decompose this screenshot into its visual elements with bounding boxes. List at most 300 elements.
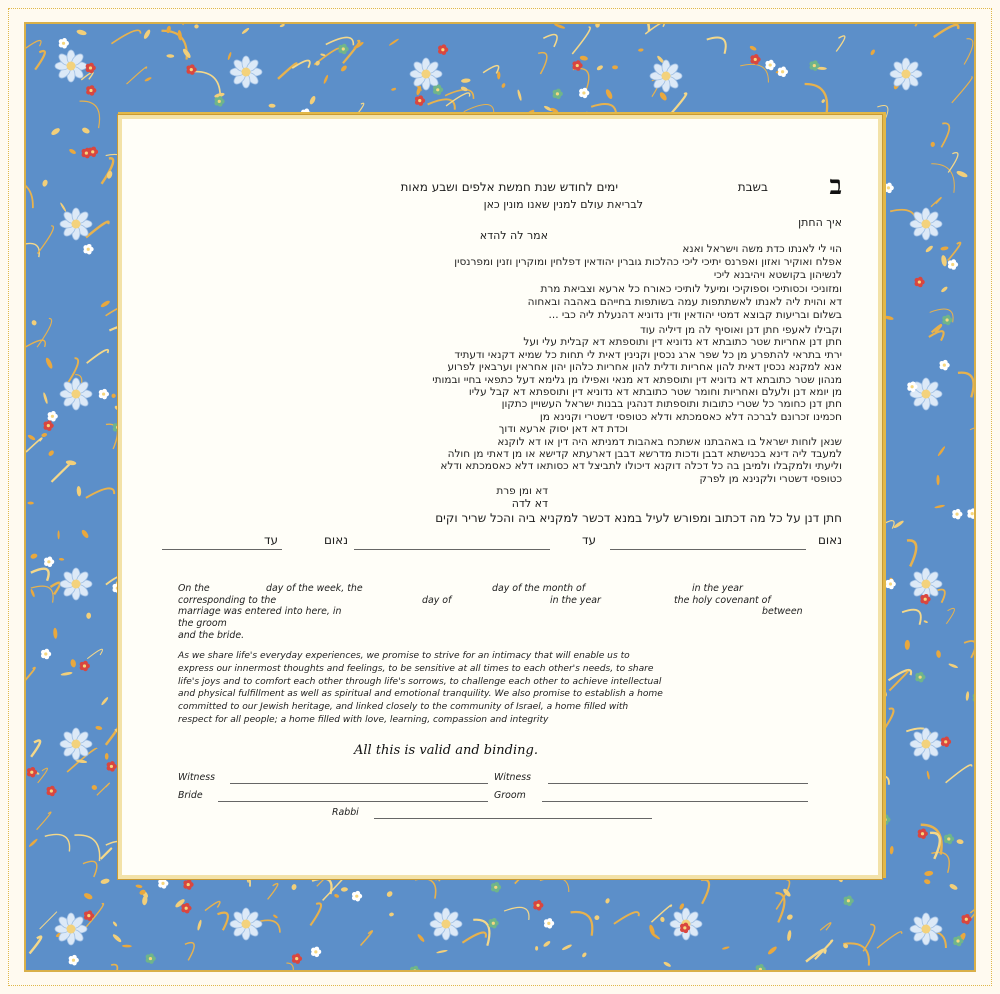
- hebrew-row1-right: בשבת: [737, 180, 768, 194]
- leaf-icon: [658, 91, 668, 102]
- blossom-center: [149, 957, 152, 960]
- vine-stroke: [571, 912, 593, 936]
- leaf-icon: [47, 449, 54, 457]
- blossom-center: [781, 70, 784, 73]
- english-form-text: and the bride.: [178, 629, 245, 641]
- leaf-icon: [28, 838, 38, 848]
- leaf-icon: [91, 784, 98, 790]
- english-form-text: day of: [422, 594, 452, 606]
- leaf-icon: [596, 64, 604, 71]
- vine-stroke: [97, 783, 110, 795]
- leaf-icon: [956, 839, 964, 845]
- blossom-center: [51, 415, 54, 418]
- witness-1-label: Witness: [178, 772, 216, 783]
- blossom-center: [187, 883, 190, 886]
- vine-stroke: [970, 425, 976, 435]
- hebrew-row2: לבריאת עולם למנין שאנו מונין כאן: [483, 198, 643, 211]
- leaf-icon: [937, 446, 946, 457]
- blossom-center: [556, 92, 559, 95]
- leaf-icon: [940, 286, 948, 293]
- vine-stroke: [268, 884, 278, 900]
- hebrew-line: אנא למקנא נכסין דאית להון אחריות ודלית להון אחריות כלהון יהון אחראין וערבאין לפרוע: [447, 361, 842, 374]
- leaf-icon: [106, 170, 113, 179]
- leaf-icon: [60, 671, 72, 676]
- leaf-icon: [386, 890, 394, 898]
- hebrew-line: דא ומן פרת: [496, 485, 548, 498]
- blossom-center: [769, 63, 772, 66]
- leaf-icon: [949, 883, 959, 891]
- vine-stroke: [929, 331, 944, 340]
- english-vow-line: life's joys and to comfort each other through life's sorrows, to challenge each other to achieve intellectual: [178, 676, 662, 687]
- blossom-center: [72, 959, 75, 962]
- leaf-icon: [166, 54, 174, 58]
- leaf-icon: [767, 945, 778, 955]
- blossom-center: [30, 771, 33, 774]
- blossom-center: [83, 664, 86, 667]
- vine-stroke: [572, 27, 590, 54]
- vine-stroke: [217, 913, 227, 931]
- blossom-icon: [413, 971, 418, 972]
- vine-stroke: [185, 943, 194, 961]
- blossom-center: [89, 66, 92, 69]
- leaf-icon: [268, 104, 275, 108]
- blossom-center: [50, 789, 53, 792]
- vine-stroke: [161, 31, 186, 60]
- hebrew-witness-1-label: נאום: [817, 533, 842, 547]
- blossom-center: [110, 765, 113, 768]
- blossom-center: [759, 968, 762, 971]
- blossom-center: [919, 676, 922, 679]
- hebrew-witness-2-ed-line: [162, 549, 282, 550]
- blossom-center: [943, 364, 946, 367]
- flower-center: [922, 740, 931, 749]
- bet-letter: ב: [829, 171, 842, 201]
- leaf-icon: [81, 126, 90, 134]
- blossom-center: [314, 950, 317, 953]
- vine-stroke: [80, 101, 100, 128]
- blossom-center: [161, 882, 164, 885]
- leaf-icon: [334, 893, 340, 898]
- leaf-icon: [461, 78, 471, 83]
- vine-stroke: [614, 912, 639, 924]
- blossom-center: [965, 918, 968, 921]
- blossom-icon: [410, 970, 415, 972]
- leaf-icon: [100, 696, 109, 706]
- flower-center: [72, 220, 81, 229]
- vine-stroke: [941, 123, 949, 147]
- english-form-text: On the: [178, 583, 210, 594]
- leaf-icon: [70, 659, 77, 668]
- vine-stroke: [109, 965, 118, 972]
- vine-stroke: [37, 318, 52, 347]
- hebrew-line: כטופסי דשטרי ולקנינא מן לפרק: [699, 472, 842, 485]
- witness-2-label: Witness: [494, 772, 532, 783]
- leaf-icon: [227, 52, 232, 61]
- leaf-icon: [112, 933, 123, 943]
- leaf-icon: [821, 99, 826, 104]
- hebrew-line: אפלח ואוקיר ואזון ואפרנס יתיכי ליכי כהלכות גוברין יהודאין דפלחין ומוקרין וזנין ומפרנסין: [454, 256, 842, 269]
- blossom-center: [436, 88, 439, 91]
- leaf-icon: [30, 588, 36, 597]
- leaf-icon: [663, 961, 672, 968]
- leaf-icon: [554, 24, 566, 30]
- hebrew-line: מנהון שטר כתובתא דא נדוניא דין ותוספתא דא מנאי ואפילו מן גלימא דעל כתפאי בחיי ובמותי: [432, 373, 842, 386]
- hebrew-line: שנאן לוחות ישראל בו באהבתנו אשתכח באהבות דמניתא היה דין או דא לוקנא: [497, 435, 842, 448]
- blossom-center: [955, 513, 958, 516]
- hebrew-line: למעבד ליה דינא בכנישתא דבבן ודכות מדרשא דבבן דארעתא קדישא או מן דאתי מן חולה: [447, 448, 842, 460]
- hebrew-line: חתן דנן אחריות שטר כתובתא דא נדוניא דין ותוספתא דא קבלית עלי ועל: [523, 336, 842, 349]
- vine-stroke: [285, 963, 293, 972]
- vine-stroke: [310, 903, 321, 925]
- vine-stroke: [836, 36, 845, 52]
- witness-1-line[interactable]: [230, 783, 488, 784]
- flower-center: [662, 72, 671, 81]
- vine-stroke: [428, 99, 455, 109]
- leaf-icon: [893, 520, 905, 530]
- vine-stroke: [543, 35, 557, 47]
- leaf-icon: [194, 24, 199, 28]
- leaf-icon: [595, 24, 600, 28]
- vine-stroke: [126, 67, 146, 84]
- vine-stroke: [45, 834, 70, 851]
- leaf-icon: [309, 95, 317, 105]
- vine-stroke: [948, 153, 958, 173]
- hebrew-row1-left: ימים לחודש שנת חמשת אלפים ושבע מאות: [400, 180, 618, 194]
- vine-stroke: [38, 768, 48, 783]
- flower-center: [922, 220, 931, 229]
- vine-stroke: [504, 907, 529, 920]
- vine-stroke: [26, 41, 41, 51]
- valid-and-binding: All this is valid and binding.: [354, 743, 538, 758]
- hebrew-line: הוי לי לאנתו כדת משה וישראל ואנא: [682, 243, 842, 255]
- vine-stroke: [952, 77, 972, 103]
- hebrew-witness-2-ed: עד: [263, 533, 278, 547]
- vine-stroke: [31, 740, 40, 756]
- leaf-icon: [923, 878, 931, 884]
- vine-stroke: [37, 226, 53, 254]
- vine-stroke: [707, 37, 726, 53]
- leaf-icon: [30, 553, 38, 560]
- hebrew-line: ירתי בתראי להתפרע מן כל שפר ארג נכסין וקנינין דאית לי תחות כל שמיא דקנאי ודעתיד: [454, 348, 842, 361]
- vine-stroke: [52, 462, 72, 481]
- blossom-center: [190, 68, 193, 71]
- hebrew-witness-1-ed: עד: [581, 533, 596, 547]
- blossom-center: [547, 922, 550, 925]
- hebrew-line: וקבילו לאעפי חתן דנן ואוסיף לה מן דיליה עוד: [639, 324, 842, 336]
- vine-stroke: [820, 923, 831, 931]
- hebrew-line: ומזוניכי וכסותיכי וספוקיכי ומיעל לותיכי כאורח כל ארעא וצביאת מרת: [540, 282, 842, 295]
- blossom-center: [494, 886, 497, 889]
- vine-stroke: [931, 198, 941, 207]
- leaf-icon: [53, 628, 58, 639]
- leaf-icon: [111, 393, 117, 399]
- blossom-center: [945, 318, 948, 321]
- english-vow-line: committed to our Jewish heritage, and linked closely to the community of Israel, a home filled with: [178, 702, 629, 713]
- leaf-icon: [517, 89, 523, 101]
- hebrew-line: בשלום ובריעות קבוצא דמטי יהודאין ודין נדוניא דהנעלת ליה כבי ...: [548, 309, 842, 321]
- english-form-text: the holy covenant of: [674, 594, 771, 606]
- vine-stroke: [87, 649, 102, 659]
- blossom-center: [218, 100, 221, 103]
- leaf-icon: [57, 530, 59, 539]
- vine-stroke: [26, 438, 42, 452]
- vine-stroke: [934, 25, 959, 37]
- leaf-icon: [241, 27, 250, 35]
- bride-label: Bride: [178, 790, 203, 801]
- blossom-icon: [759, 970, 764, 972]
- flower-center: [242, 920, 251, 929]
- leaf-icon: [460, 86, 468, 92]
- vine-stroke: [361, 931, 373, 946]
- english-vow-line: As we share life's everyday experiences, we promise to strive for an intimacy that will enable us to: [178, 651, 630, 661]
- hebrew-line: חתן דנן כחומר כל שטרי כתובות ותוספתות דנהגין בבנות ישראל העשויין כתקון: [501, 398, 842, 411]
- leaf-icon: [41, 432, 48, 437]
- blossom-icon: [973, 694, 976, 699]
- leaf-icon: [143, 29, 152, 40]
- flower-center: [242, 68, 251, 77]
- hebrew-line: מן יומא דנן ולעלם ואחריות וחומר שטר כתובתא דא נדוניא דין ותוספתא דא קבל עליו: [468, 386, 842, 398]
- leaf-icon: [940, 246, 949, 251]
- vine-stroke: [946, 765, 972, 783]
- leaf-icon: [27, 434, 36, 441]
- english-form-text: corresponding to the: [178, 594, 277, 606]
- vine-stroke: [964, 39, 973, 65]
- vine-stroke: [540, 878, 569, 892]
- blossom-center: [355, 895, 358, 898]
- leaf-icon: [605, 898, 611, 905]
- leaf-icon: [542, 940, 551, 948]
- vine-stroke: [40, 912, 57, 929]
- vine-stroke: [415, 879, 436, 899]
- leaf-icon: [936, 650, 942, 658]
- flower-center: [922, 580, 931, 589]
- leaf-icon: [50, 127, 61, 137]
- blossom-center: [492, 922, 495, 925]
- vine-stroke: [964, 641, 975, 658]
- blossom-center: [441, 48, 444, 51]
- blossom-center: [44, 652, 47, 655]
- blossom-center: [889, 582, 892, 585]
- vine-stroke: [538, 53, 547, 74]
- vine-stroke: [31, 569, 49, 581]
- blossom-center: [924, 598, 927, 601]
- hebrew-row3-left: אמר לה להדא: [479, 229, 548, 242]
- leaf-icon: [135, 884, 142, 888]
- leaf-icon: [889, 846, 894, 855]
- leaf-icon: [612, 65, 618, 69]
- leaf-icon: [926, 771, 930, 780]
- vine-stroke: [930, 833, 940, 859]
- vine-stroke: [740, 64, 768, 82]
- vine-stroke: [35, 51, 45, 70]
- blossom-center: [87, 914, 90, 917]
- english-vow-line: and physical fulfillment as well as spiritual and emotional tranquility. We also promise to establish a home: [178, 689, 663, 700]
- leaf-icon: [340, 64, 348, 72]
- leaf-icon: [965, 691, 969, 701]
- leaf-icon: [42, 179, 49, 187]
- leaf-icon: [722, 946, 730, 950]
- vine-stroke: [26, 243, 39, 257]
- blossom-center: [911, 385, 914, 388]
- leaf-icon: [417, 933, 426, 943]
- leaf-icon: [105, 753, 109, 760]
- blossom-center: [683, 926, 686, 929]
- blossom-center: [102, 392, 105, 395]
- leaf-icon: [341, 887, 348, 892]
- vine-stroke: [26, 340, 45, 348]
- blossom-center: [951, 263, 954, 266]
- flower-center: [922, 390, 931, 399]
- vine-stroke: [877, 932, 902, 949]
- flower-center: [72, 740, 81, 749]
- leaf-icon: [391, 87, 397, 91]
- vine-stroke: [26, 180, 33, 208]
- leaf-icon: [86, 612, 91, 619]
- flower-center: [67, 925, 76, 934]
- blossom-center: [947, 837, 950, 840]
- vine-stroke: [958, 373, 974, 398]
- blossom-center: [918, 280, 921, 283]
- blossom-center: [87, 248, 90, 251]
- flower-center: [72, 390, 81, 399]
- leaf-icon: [197, 919, 203, 930]
- hebrew-witness-1-line: [610, 549, 806, 550]
- blossom-center: [847, 899, 850, 902]
- english-form-text: the groom: [178, 618, 227, 629]
- flower-center: [442, 920, 451, 929]
- blossom-icon: [973, 697, 976, 702]
- leaf-icon: [936, 475, 939, 485]
- leaf-icon: [579, 55, 588, 61]
- vine-stroke: [931, 852, 949, 872]
- flower-center: [422, 70, 431, 79]
- english-vow-line: respect for all people; a home filled with love, learning, compassion and integrity: [178, 715, 549, 725]
- leaf-icon: [924, 870, 933, 876]
- groom-line[interactable]: [542, 801, 808, 802]
- text-panel: [118, 115, 882, 879]
- vine-stroke: [907, 540, 916, 566]
- blossom-center: [47, 560, 50, 563]
- leaf-icon: [95, 725, 103, 730]
- blossom-center: [971, 512, 974, 515]
- hebrew-line: לנשיהון בקושטא ויהיבנא ליכי: [713, 269, 842, 282]
- blossom-center: [89, 89, 92, 92]
- blossom-center: [921, 832, 924, 835]
- vine-stroke: [573, 69, 589, 89]
- english-form-text: in the year: [550, 594, 601, 606]
- blossom-center: [62, 42, 65, 45]
- english-form-text: day of the week, the: [266, 583, 363, 594]
- leaf-icon: [76, 486, 81, 497]
- leaf-icon: [291, 884, 297, 891]
- vine-stroke: [863, 924, 874, 951]
- english-form-text: marriage was entered into here, in: [178, 606, 342, 617]
- hebrew-row3-right: איך החתן: [798, 216, 842, 229]
- vine-stroke: [970, 908, 976, 918]
- vine-stroke: [111, 30, 140, 43]
- blossom-center: [47, 424, 50, 427]
- vine-stroke: [948, 243, 961, 261]
- vine-stroke: [86, 488, 114, 498]
- leaf-icon: [870, 49, 876, 56]
- bride-line[interactable]: [218, 801, 488, 802]
- blossom-center: [582, 91, 585, 94]
- vine-stroke: [101, 849, 111, 859]
- leaf-icon: [68, 148, 76, 155]
- blossom-center: [956, 939, 959, 942]
- vine-stroke: [205, 901, 220, 910]
- leaf-icon: [925, 245, 934, 254]
- vine-stroke: [50, 583, 59, 595]
- hebrew-line: וכדת דא דאן יסוק ארעא ודוך: [498, 423, 628, 436]
- leaf-icon: [122, 945, 132, 948]
- witness-2-line[interactable]: [548, 783, 808, 784]
- leaf-icon: [923, 620, 928, 624]
- vine-stroke: [620, 24, 649, 31]
- leaf-icon: [279, 24, 285, 28]
- leaf-icon: [956, 170, 969, 179]
- leaf-icon: [749, 45, 757, 52]
- blossom-center: [813, 64, 816, 67]
- leaf-icon: [59, 558, 64, 561]
- leaf-icon: [786, 913, 794, 920]
- leaf-icon: [660, 916, 665, 922]
- blossom-center: [91, 150, 94, 153]
- flower-center: [902, 70, 911, 79]
- blossom-center: [754, 58, 757, 61]
- blossom-center: [342, 47, 345, 50]
- leaf-icon: [388, 38, 399, 46]
- flower-center: [72, 580, 81, 589]
- vine-stroke: [910, 24, 920, 26]
- leaf-icon: [66, 460, 77, 466]
- blossom-center: [418, 99, 421, 102]
- blossom-center: [536, 904, 539, 907]
- vine-stroke: [183, 24, 195, 25]
- english-vow-line: express our innermost thoughts and feelings, to be sensitive at all times to each other's needs, to share: [178, 663, 654, 674]
- blossom-center: [85, 151, 88, 154]
- vine-stroke: [37, 812, 51, 830]
- groom-label: Groom: [494, 790, 526, 801]
- leaf-icon: [42, 392, 48, 404]
- hebrew-center-line: דא לדה: [511, 497, 548, 510]
- blossom-center: [185, 907, 188, 910]
- blossom-center: [295, 957, 298, 960]
- leaf-icon: [787, 930, 792, 941]
- hebrew-witness-2-label: נאום: [323, 533, 348, 547]
- vine-stroke: [278, 63, 297, 79]
- vine-stroke: [74, 835, 99, 861]
- rabbi-line[interactable]: [374, 818, 652, 819]
- blossom-center: [887, 186, 890, 189]
- leaf-icon: [930, 142, 935, 148]
- leaf-icon: [436, 949, 448, 954]
- leaf-icon: [905, 640, 910, 650]
- vine-stroke: [87, 350, 109, 363]
- vine-stroke: [902, 610, 921, 625]
- vine-stroke: [946, 608, 954, 623]
- leaf-icon: [31, 319, 38, 326]
- leaf-icon: [59, 202, 66, 212]
- english-form-text: in the year: [692, 583, 743, 594]
- leaf-icon: [535, 946, 538, 951]
- english-form-text: between: [762, 606, 803, 617]
- leaf-icon: [638, 48, 644, 52]
- vine-stroke: [701, 880, 709, 904]
- hebrew-witness-2-line: [354, 549, 550, 550]
- leaf-icon: [112, 921, 118, 927]
- leaf-icon: [501, 82, 506, 88]
